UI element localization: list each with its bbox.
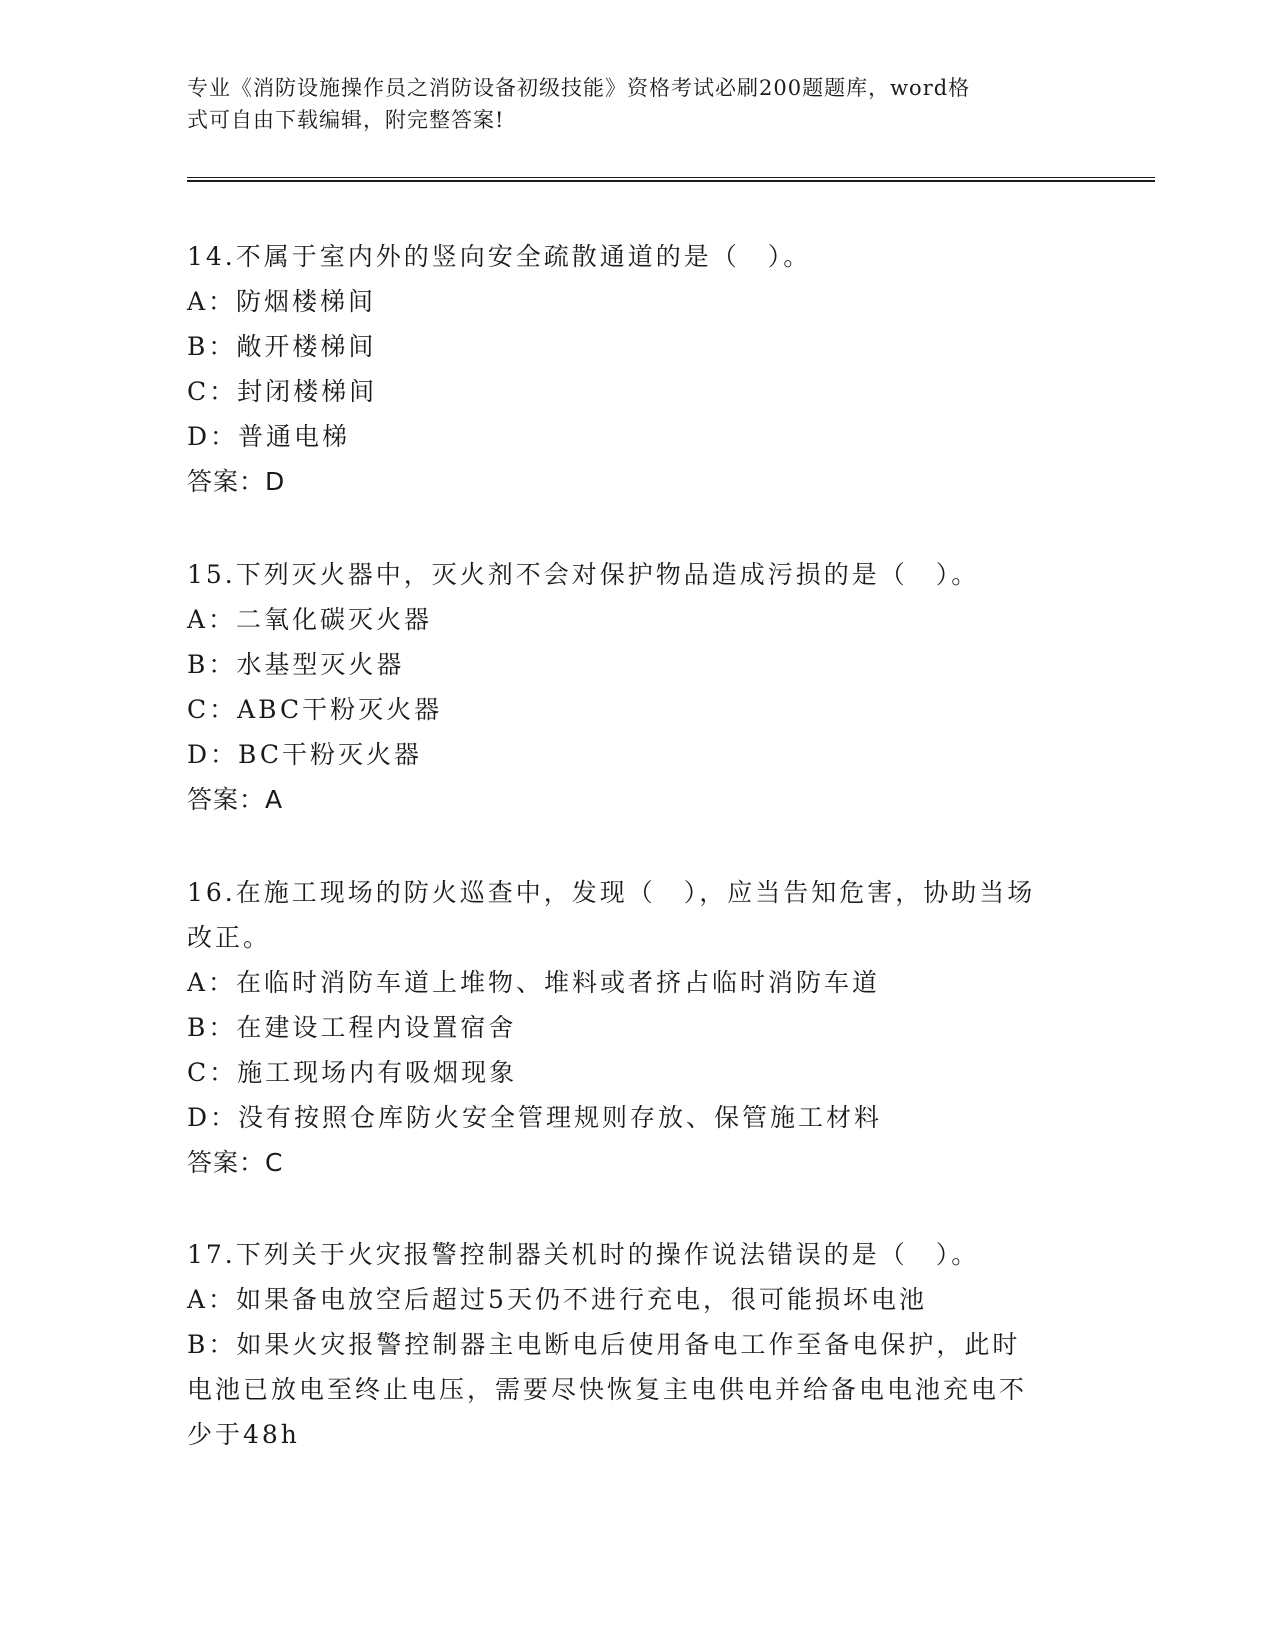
header-line-1: 专业《消防设施操作员之消防设备初级技能》资格考试必刷200题题库，word格 bbox=[187, 76, 971, 100]
header-line-2: 式可自由下载编辑，附完整答案! bbox=[187, 108, 505, 132]
option-d: D：普通电梯 bbox=[187, 422, 351, 451]
question-16 bbox=[187, 870, 1087, 1185]
option-a: A：二氧化碳灭火器 bbox=[187, 605, 433, 634]
option-a: A：如果备电放空后超过5天仍不进行充电，很可能损坏电池 bbox=[187, 1285, 927, 1314]
option-b: B：敞开楼梯间 bbox=[187, 332, 377, 361]
question-text: 14.不属于室内外的竖向安全疏散通道的是（ ）。 bbox=[187, 242, 812, 271]
question-15 bbox=[187, 552, 1087, 822]
option-a: A：在临时消防车道上堆物、堆料或者挤占临时消防车道 bbox=[187, 968, 881, 997]
answer: 答案：A bbox=[187, 785, 284, 814]
question-text: 17.下列关于火灾报警控制器关机时的操作说法错误的是（ ）。 bbox=[187, 1240, 980, 1269]
option-b: B：如果火灾报警控制器主电断电后使用备电工作至备电保护，此时电池已放电至终止电压，需要尽快恢复主电供电并给备电电池充电不少于48h bbox=[187, 1330, 1028, 1449]
option-b: B：水基型灭火器 bbox=[187, 650, 405, 679]
option-c: C：封闭楼梯间 bbox=[187, 377, 378, 406]
question-14 bbox=[187, 234, 1087, 504]
header-rule-thin bbox=[187, 177, 1155, 178]
question-17 bbox=[187, 1232, 1087, 1457]
option-c: C：ABC干粉灭火器 bbox=[187, 695, 443, 724]
option-d: D：BC干粉灭火器 bbox=[187, 740, 423, 769]
option-a: A：防烟楼梯间 bbox=[187, 287, 377, 316]
option-b: B：在建设工程内设置宿舍 bbox=[187, 1013, 517, 1042]
header-rule-thick bbox=[187, 180, 1155, 182]
question-text: 15.下列灭火器中，灭火剂不会对保护物品造成污损的是（ ）。 bbox=[187, 560, 980, 589]
answer: 答案：C bbox=[187, 1148, 284, 1177]
document-header bbox=[187, 72, 1067, 136]
option-d: D：没有按照仓库防火安全管理规则存放、保管施工材料 bbox=[187, 1103, 883, 1132]
option-c: C：施工现场内有吸烟现象 bbox=[187, 1058, 518, 1087]
answer: 答案：D bbox=[187, 467, 286, 496]
question-text: 16.在施工现场的防火巡查中，发现（ ），应当告知危害，协助当场改正。 bbox=[187, 878, 1036, 952]
